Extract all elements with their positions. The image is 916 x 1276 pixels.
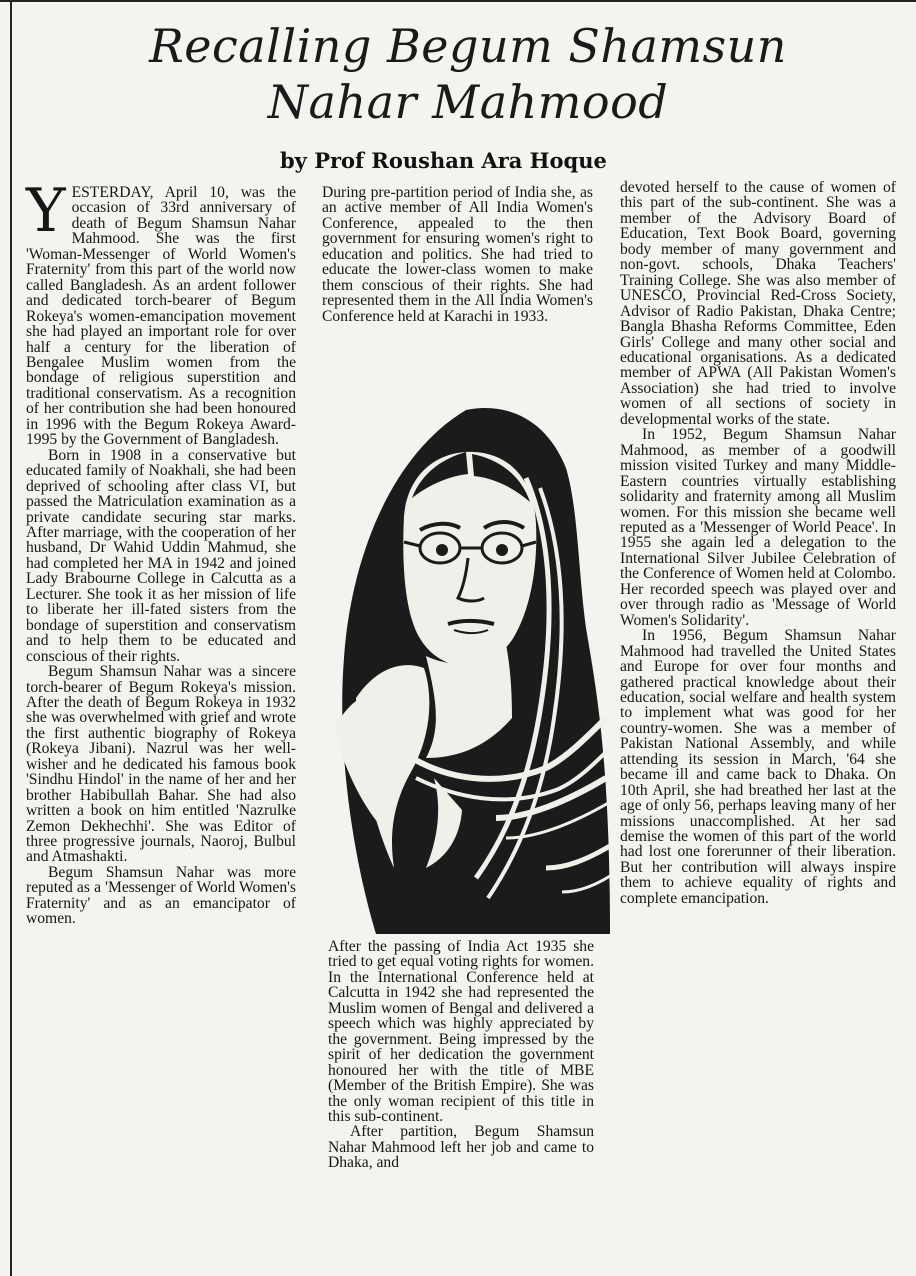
headline [40, 18, 896, 130]
column-2-paragraph-2: After the passing of India Act 1935 she tried to get equal voting rights for women. In the International Conference held at Calcutta in 1942 she had represented the Muslim women of Bengal and delivered a speech which was highly appreciated by the government. Being impressed by the spirit of her dedication the government honoured her with the title of MBE (Member of the British Empire). She was the only woman recipient of this title in this sub-continent. [328, 938, 594, 1125]
column-1-paragraph-2: Born in 1908 in a conservative but educated family of Noakhali, she had been deprived of schooling after class VI, but passed the Matriculation examination as a private candidate securing star marks. After marriage, with the cooperation of her husband, Dr Wahid Uddin Mahmud, she had completed her MA in 1942 and joined Lady Brabourne College in Calcutta as a Lecturer. She took it as her mission of life to liberate her ill-fated sisters from the bondage of superstition and conservatism and to help them to be educated and conscious of their rights. [26, 446, 296, 665]
column-1-paragraph-4: Begum Shamsun Nahar was more reputed as a 'Messenger of World Women's Fraternity' and as an emancipator of women. [26, 863, 296, 928]
column-3-paragraph-2: In 1952, Begum Shamsun Nahar Mahmood, as member of a goodwill mission visited Turkey and many Middle-Eastern countries virtually establishing solidarity and fraternity among all Muslim women. For this mission she became well reputed as a 'Messenger of World Peace'. In 1955 she again led a delegation to the International Silver Jubilee Celebration of the Conference of Women held at Colombo. Her recorded speech was played over and over through radio as 'Message of World Women's Solidarity'. [620, 426, 896, 629]
article-column-1 [26, 176, 297, 928]
column-2-paragraph-1: During pre-partition period of India she, as an active member of All India Women's Conference, appealed to the then government for ensuring women's right to education and politics. She had tried to educate the lower-class women to make them conscious of their rights. She had represented them in the All India Women's Conference held at Karachi in 1933. [322, 184, 593, 325]
portrait-illustration [316, 398, 610, 934]
column-3-paragraph-1: devoted herself to the cause of women of this part of the sub-continent. She was a member of the Advisory Board of Education, Text Book Board, governing body member of many government and non-govt. schools, Dhaka Teachers' Training College. She was also member of UNESCO, Provincial Red-Cross Society, Advisor of Radio Pakistan, Dhaka Centre; Bangla Bhasha Reforms Committee, Eden Girls' College and many other social and educational organisations. As a dedicated member of APWA (All Pakistan Women's Association) she had tried to involve women of all sections of society in developmental works of the state. [620, 179, 896, 428]
headline-line-1: Recalling Begum Shamsun [149, 19, 787, 73]
byline: by Prof Roushan Ara Hoque [280, 148, 607, 173]
drop-cap: Y [26, 176, 66, 246]
column-1-paragraph-1 [26, 176, 297, 449]
column-1-paragraph-1-text: April 10, was the occasion of 33rd anniversary of death of Begum Shamsun Nahar Mahmood. She was the first 'Woman-Messenger of World Women's Fraternity' from this part of the world now called Bangladesh. As an ardent follower and dedicated torch-bearer of Begum Rokeya's women-emancipation movement she had played an important role for over half a century for the liberation of Bengalee Muslim women from the bondage of religious superstition and traditional conservatism. As a recognition of her contribution she had been honoured in 1996 with the Begum Rokeya Award-1995 by the Government of Bangladesh. [26, 184, 297, 449]
lead-word: ESTERDAY, [71, 184, 154, 201]
headline-line-2: Nahar Mahmood [267, 75, 669, 129]
article-column-3 [620, 180, 896, 906]
top-border-rule [0, 0, 916, 2]
article-column-2-bottom [328, 939, 594, 1171]
left-border-rule [10, 0, 12, 1276]
portrait-illustration-icon [316, 398, 610, 934]
article-column-2-top [322, 185, 593, 324]
column-1-paragraph-3: Begum Shamsun Nahar was a sincere torch-bearer of Begum Rokeya's mission. After the death of Begum Rokeya in 1932 she was overwhelmed with grief and wrote the first authentic biography of Rokeya (Rokeya Jibani). Nazrul was her well-wisher and he dedicated his famous book 'Sindhu Hindol' in the name of her and her brother Habibullah Bahar. She had also written a book on him entitled 'Nazrulke Zemon Dekhechhi'. She was Editor of three progressive journals, Naoroj, Bulbul and Atmashakti. [26, 663, 296, 866]
column-3-paragraph-3: In 1956, Begum Shamsun Nahar Mahmood had travelled the United States and Europe for over four months and gathered practical knowledge about their education, social welfare and health system to implement what was good for her country-women. She was a member of Pakistan National Assembly, and while attending its session in March, '64 she became ill and came back to Dhaka. On 10th April, she had breathed her last at the age of only 56, perhaps leaving many of her missions unaccomplished. At her sad demise the women of this part of the world had lost one forerunner of their liberation. But her contribution will always inspire them to achieve equality of rights and complete emancipation. [620, 627, 896, 907]
column-2-paragraph-3: After partition, Begum Shamsun Nahar Mahmood left her job and came to Dhaka, and [328, 1123, 594, 1172]
